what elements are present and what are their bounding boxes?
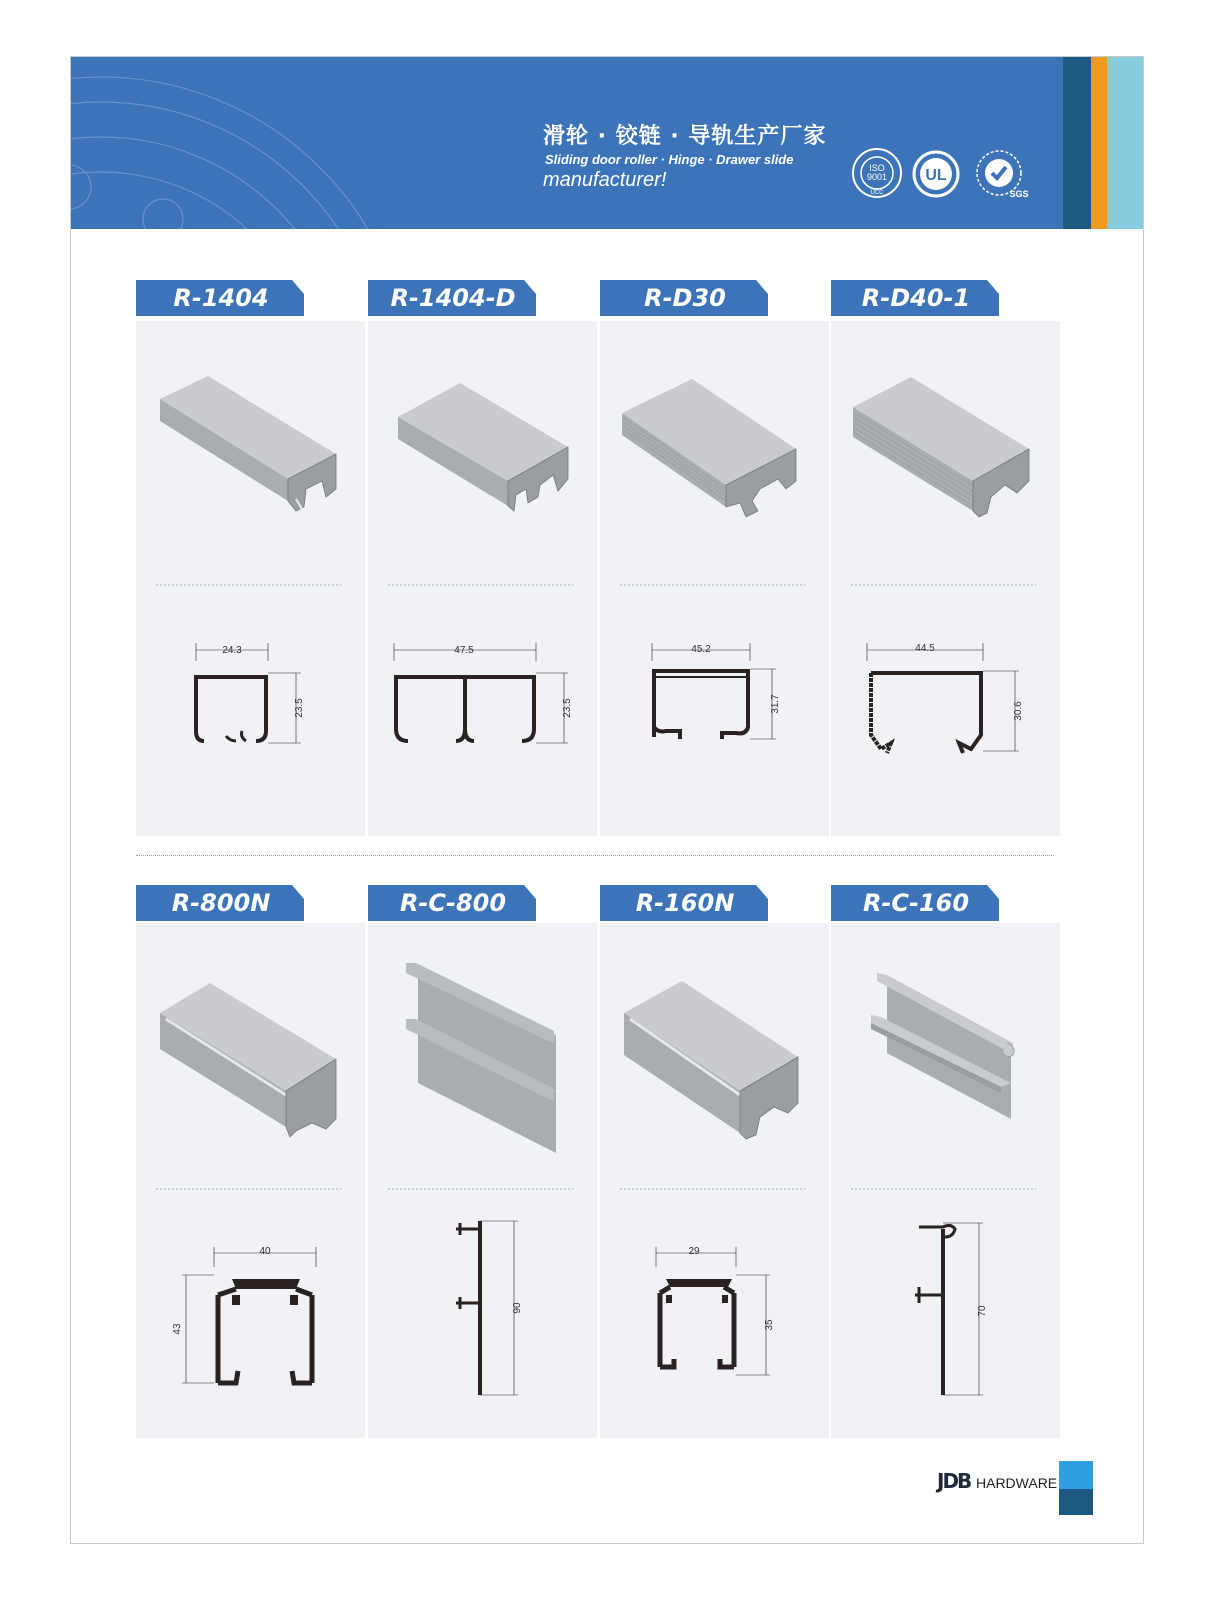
product-panel-rd30 — [600, 321, 829, 836]
product-panel-r800n — [136, 923, 365, 1438]
footer-block-dark — [1059, 1489, 1093, 1515]
model-label: R-800N — [171, 889, 271, 917]
orange-stripe — [1091, 57, 1107, 229]
cyan-stripe — [1107, 57, 1143, 229]
dim-height: 23.5 — [562, 698, 573, 718]
model-label: R-1404-D — [390, 284, 516, 312]
product-illustration — [368, 321, 597, 836]
dim-width: 24.3 — [222, 645, 242, 656]
product-illustration — [136, 321, 365, 836]
dim-width: 44.5 — [915, 643, 935, 654]
model-label: R-D30 — [644, 284, 726, 312]
dim-height: 30.6 — [1013, 701, 1024, 721]
model-tag — [136, 885, 306, 921]
header-banner — [71, 57, 1143, 229]
product-illustration — [600, 923, 829, 1438]
product-illustration — [831, 321, 1060, 836]
ul-icon — [911, 149, 961, 199]
model-tag — [368, 280, 538, 316]
model-label: R-160N — [635, 889, 735, 917]
row-separator — [136, 855, 1054, 856]
footer-block-light — [1059, 1461, 1093, 1489]
header-title-cn: 滑轮 · 铰链 · 导轨生产厂家 — [543, 124, 827, 149]
svg-text:9001: 9001 — [866, 172, 888, 182]
product-panel-rc160 — [831, 923, 1060, 1438]
svg-text:ISO: ISO — [869, 163, 885, 173]
dim-height: 90 — [512, 1302, 523, 1314]
product-panel-rd40-1 — [831, 321, 1060, 836]
svg-text:UCC: UCC — [870, 190, 884, 196]
header-title-en-line2: manufacturer! — [543, 169, 667, 191]
model-tag — [136, 280, 306, 316]
dim-height: 70 — [977, 1305, 988, 1317]
sgs-icon — [971, 147, 1035, 201]
dim-width: 47.5 — [454, 645, 474, 656]
dim-width: 45.2 — [691, 644, 711, 655]
product-illustration — [136, 923, 365, 1438]
svg-text:SGS: SGS — [1009, 189, 1029, 199]
iso-9001-icon — [851, 147, 903, 199]
dim-height: 43 — [172, 1323, 183, 1335]
product-panel-r160n — [600, 923, 829, 1438]
dim-height: 31.7 — [770, 694, 781, 714]
model-tag — [600, 280, 770, 316]
product-panel-r1404d — [368, 321, 597, 836]
product-illustration — [600, 321, 829, 836]
footer-logo: JDB — [937, 1469, 971, 1493]
product-panel-r1404 — [136, 321, 365, 836]
model-tag — [600, 885, 770, 921]
dark-stripe — [1063, 57, 1091, 229]
model-tag — [831, 885, 1001, 921]
product-illustration — [368, 923, 597, 1438]
catalog-page — [70, 56, 1144, 1544]
product-illustration — [831, 923, 1060, 1438]
dim-height: 35 — [764, 1319, 775, 1331]
model-label: R-1404 — [173, 284, 269, 312]
dim-width: 29 — [688, 1246, 700, 1257]
model-label: R-C-800 — [399, 889, 507, 917]
footer-brand: HARDWARE — [976, 1475, 1058, 1491]
product-panel-rc800 — [368, 923, 597, 1438]
model-tag — [831, 280, 1001, 316]
model-label: R-D40-1 — [861, 284, 971, 312]
header-title-en-line1: Sliding door roller · Hinge · Drawer slide — [545, 152, 794, 167]
dim-height: 23.5 — [294, 698, 305, 718]
svg-text:UL: UL — [925, 167, 947, 184]
dim-width: 40 — [259, 1246, 271, 1257]
model-tag — [368, 885, 538, 921]
model-label: R-C-160 — [862, 889, 970, 917]
